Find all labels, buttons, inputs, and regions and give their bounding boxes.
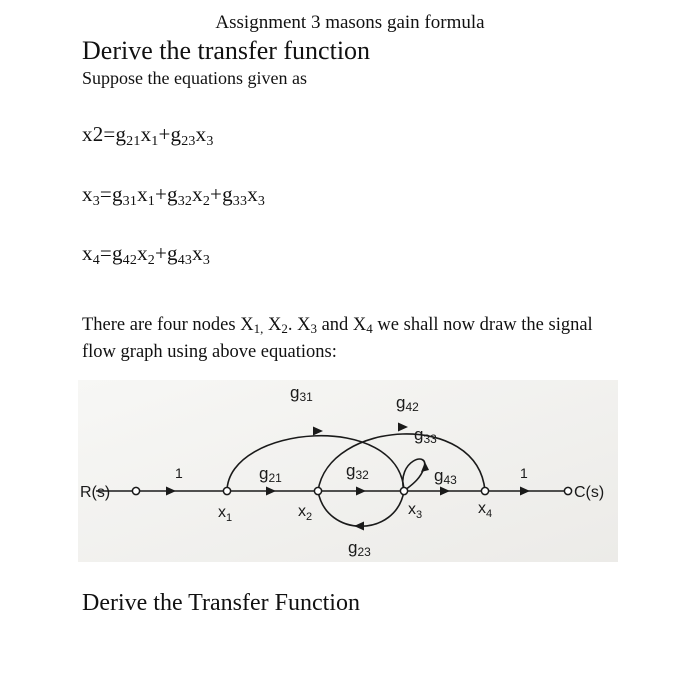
gain-label-g23: g23 — [348, 538, 371, 559]
eq2-term3-gsub: 33 — [232, 194, 248, 209]
gain-label-x4-c: 1 — [520, 465, 528, 481]
gain-label-g42: g42 — [396, 393, 419, 414]
para-part1: There are four nodes — [82, 315, 241, 335]
para-and: and — [316, 315, 353, 335]
eq3-term1-gsub: 42 — [122, 253, 138, 268]
node-x1 — [223, 487, 230, 494]
intro-text: Suppose the equations given as — [82, 68, 307, 88]
eq1-lhs: x2 — [82, 122, 104, 146]
eq2-term2-gsub: 32 — [177, 194, 193, 209]
signal-flow-graph — [78, 380, 618, 562]
nodes-paragraph — [82, 312, 602, 366]
node-input — [132, 487, 139, 494]
eq3-term1-x: x — [137, 241, 148, 265]
gain-label-g33: g33 — [414, 425, 437, 446]
para-dot: . — [287, 315, 293, 335]
para-node3: X — [297, 315, 311, 335]
para-node4: X — [352, 315, 367, 335]
para-node1-sub: 1, — [253, 321, 264, 336]
eq1-term2-x: x — [195, 122, 207, 146]
eq2-term3-xsub: 3 — [257, 194, 266, 209]
gain-label-g43: g43 — [434, 466, 457, 487]
para-part2: we shall now draw the signal flow graph using above equations: — [82, 315, 593, 362]
equation-2: $x_3=g_{31}x_1+g_{32}x_2+g_{33}x_3$ — [82, 182, 266, 209]
gain-label-g21: g21 — [259, 464, 282, 485]
node-label-x4: $x_4$ — [478, 500, 493, 520]
eq2-lhs: x — [82, 182, 93, 206]
eq3-lhs-sub: 4 — [92, 253, 100, 268]
eq2-term3-g: g — [222, 182, 233, 206]
eq3-term2-gsub: 43 — [177, 253, 193, 268]
eq1-term1-g: g — [115, 122, 127, 146]
eq2-term2-x: x — [192, 182, 203, 206]
equation-1: $x2=g_{21}x_1+g_{23}x_3$ — [82, 122, 214, 149]
equation-3: $x_4=g_{42}x_2+g_{43}x_3$ — [82, 241, 211, 268]
eq3-term1-xsub: 2 — [147, 253, 155, 268]
input-label: R(s) — [80, 484, 111, 501]
section-heading: Derive the transfer function — [82, 36, 371, 65]
gain-label-g31: g31 — [290, 383, 313, 404]
gain-label-g32: g32 — [346, 461, 369, 482]
para-node4-sub: 4 — [366, 321, 373, 336]
eq2-term3-x: x — [247, 182, 258, 206]
para-node3-sub: 3 — [310, 321, 317, 336]
eq3-lhs: x — [82, 241, 93, 265]
node-x2 — [314, 487, 321, 494]
eq3-term1-g: g — [111, 241, 123, 265]
eq3-term2-x: x — [192, 241, 203, 265]
page-title: Assignment 3 masons gain formula — [215, 12, 485, 33]
eq2-term1-x: x — [137, 182, 148, 206]
eq2-term2-xsub: 2 — [202, 194, 211, 209]
eq1-term2-gsub: 23 — [181, 134, 196, 149]
para-node2: X — [267, 315, 282, 335]
eq1-term1-xsub: 1 — [151, 134, 159, 149]
node-output — [564, 487, 571, 494]
eq2-lhs-sub: 3 — [92, 194, 100, 209]
node-x3 — [400, 487, 407, 494]
eq2-term1-xsub: 1 — [147, 194, 155, 209]
eq2-term1-g: g — [111, 182, 123, 206]
eq2-term2-g: g — [167, 182, 178, 206]
eq1-term1-gsub: 21 — [126, 134, 141, 149]
node-label-x1: $x_1$ — [218, 504, 233, 524]
eq2-term1-gsub: 31 — [122, 194, 138, 209]
para-node2-sub: 2 — [281, 321, 288, 336]
node-label-x2: $x_2$ — [298, 503, 313, 523]
eq3-term2-xsub: 3 — [202, 253, 211, 268]
gain-label-r-x1: 1 — [175, 465, 183, 481]
eq1-term2-xsub: 3 — [206, 134, 214, 149]
eq3-term2-g: g — [167, 241, 178, 265]
node-label-x3: $x_3$ — [408, 501, 423, 521]
eq1-term1-x: x — [140, 122, 152, 146]
eq1-term2-g: g — [170, 122, 182, 146]
para-node1: X — [240, 315, 254, 335]
node-x4 — [481, 487, 488, 494]
footer-heading: Derive the Transfer Function — [82, 590, 360, 616]
output-label: C(s) — [574, 484, 605, 501]
